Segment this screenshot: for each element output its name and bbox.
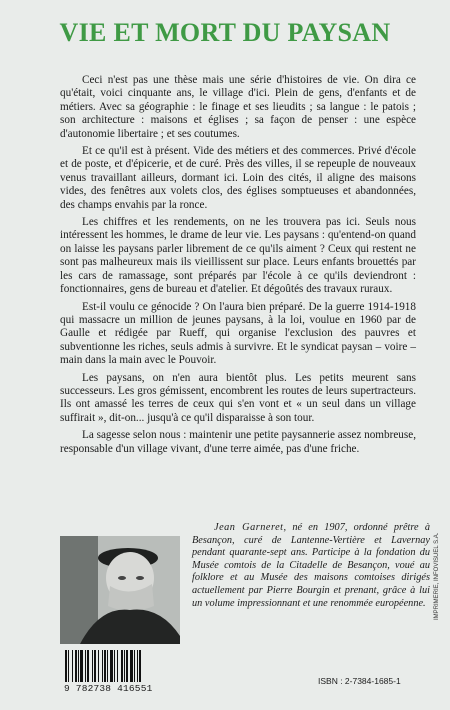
barcode-bar — [126, 650, 128, 682]
barcode-bar — [124, 650, 125, 682]
barcode-bar — [117, 650, 118, 682]
barcode-bars — [64, 650, 176, 682]
paragraph-6: La sagesse selon nous : maintenir une petite paysannerie assez nombreuse, responsable d'un village vivant, d'une terre aimée, pas d'une friche. — [60, 429, 416, 455]
barcode-bar — [104, 650, 106, 682]
barcode-bar — [137, 650, 138, 682]
barcode-bar — [110, 650, 113, 682]
paragraph-3: Les chiffres et les rendements, on ne les trouvera pas ici. Seuls nous intéressent les hommes, le drame de leur vie. Les paysans : qu'entend-on quand on laisse les paysans parler librement de ce qu'ils aiment ? Ceux qui restent ne sont pas malheureux mais ils vieillissent sur place. Leurs enfants brouettés par les cars de ramassage, sont préparés par l'école à ce qu'ils deviendront : fonctionnaires, gens de bureau et d'atelier. Et dégoûtés des travaux ruraux. — [60, 216, 416, 296]
barcode-bar — [92, 650, 93, 682]
barcode-bar — [78, 650, 79, 682]
barcode-bar — [107, 650, 108, 682]
author-portrait-image — [60, 536, 180, 644]
barcode-number: 9 782738 416551 — [64, 683, 153, 694]
barcode-bar — [130, 650, 133, 682]
author-name: Jean Garneret — [214, 522, 284, 533]
printer-note: IMPRIMERIE, INFOVISUEL S.A. — [434, 532, 440, 620]
book-title: VIE ET MORT DU PAYSAN — [59, 18, 391, 47]
barcode-bar — [98, 650, 99, 682]
barcode-bar — [121, 650, 123, 682]
barcode-bar — [87, 650, 89, 682]
isbn: ISBN : 2-7384-1685-1 — [318, 676, 401, 686]
barcode-bar — [75, 650, 77, 682]
barcode-bar — [139, 650, 141, 682]
paragraph-5: Les paysans, on n'en aura bientôt plus. Les petits meurent sans successeurs. Les gros gémissent, encombrent les routes de leurs supertracteurs. Ils ont amassé les terres de ceux qui s'en vont et « un seul dans un village suffirait », dit-on... jusqu'à ce qu'il disparaisse à son tour. — [60, 371, 416, 424]
barcode-bar — [85, 650, 86, 682]
barcode-bar — [114, 650, 115, 682]
barcode-bar — [102, 650, 103, 682]
back-cover-text — [60, 74, 416, 460]
paragraph-1: Ceci n'est pas une thèse mais une série d'histoires de vie. On dira ce qu'était, voici cinquante ans, le village d'ici. Plein de gens, d'enfants et de métiers. Avec sa géographie : le finage et ses lieudits ; sa langue : le patois ; son architecture : maisons et églises ; sa façon de penser : une espèce d'autonomie libertaire ; et ses coutumes. — [60, 74, 416, 140]
barcode-bar — [94, 650, 96, 682]
barcode-bar — [134, 650, 135, 682]
barcode-bar — [68, 650, 69, 682]
barcode-bar — [80, 650, 83, 682]
author-bio-text: , né en 1907, ordonné prêtre à Besançon, curé de Lantenne-Vertière et Lavernay pendant quarante-sept ans. Participe à la fondation du Musée comtois de la Citadelle de Besançon, voué au folklore et au Musée des maisons comtoises dirigés actuellement par Pierre Bourgin et prenant, grâce à lui un volume impressionnant et une renommée européenne. — [192, 522, 430, 609]
barcode — [64, 650, 176, 692]
barcode-bar — [65, 650, 67, 682]
paragraph-2: Et ce qu'il est à présent. Vide des métiers et des commerces. Privé d'école et de poste, et d'épicerie, et de curé. Près des villes, il se repeuple de nouveaux venus travaillant ailleurs, dormant ici. Loin des cités, il aligne des maisons vides, des fenêtres aux volets clos, des églises somptueuses et abandonnées, des champs envahis par la ronce. — [60, 145, 416, 211]
author-photo — [60, 536, 180, 644]
author-bio — [192, 522, 430, 610]
paragraph-4: Est-il voulu ce génocide ? On l'aura bien préparé. De la guerre 1914-1918 qui massacre un million de jeunes paysans, à la loi, voulue en 1960 par de Gaulle et rédigée par Rueff, qui organise l'exclusion des pauvres et subventionne les riches, seuls admis à survivre. Et le syndicat paysan – voire – main dans la main avec le Pouvoir. — [60, 300, 416, 367]
barcode-bar — [72, 650, 73, 682]
